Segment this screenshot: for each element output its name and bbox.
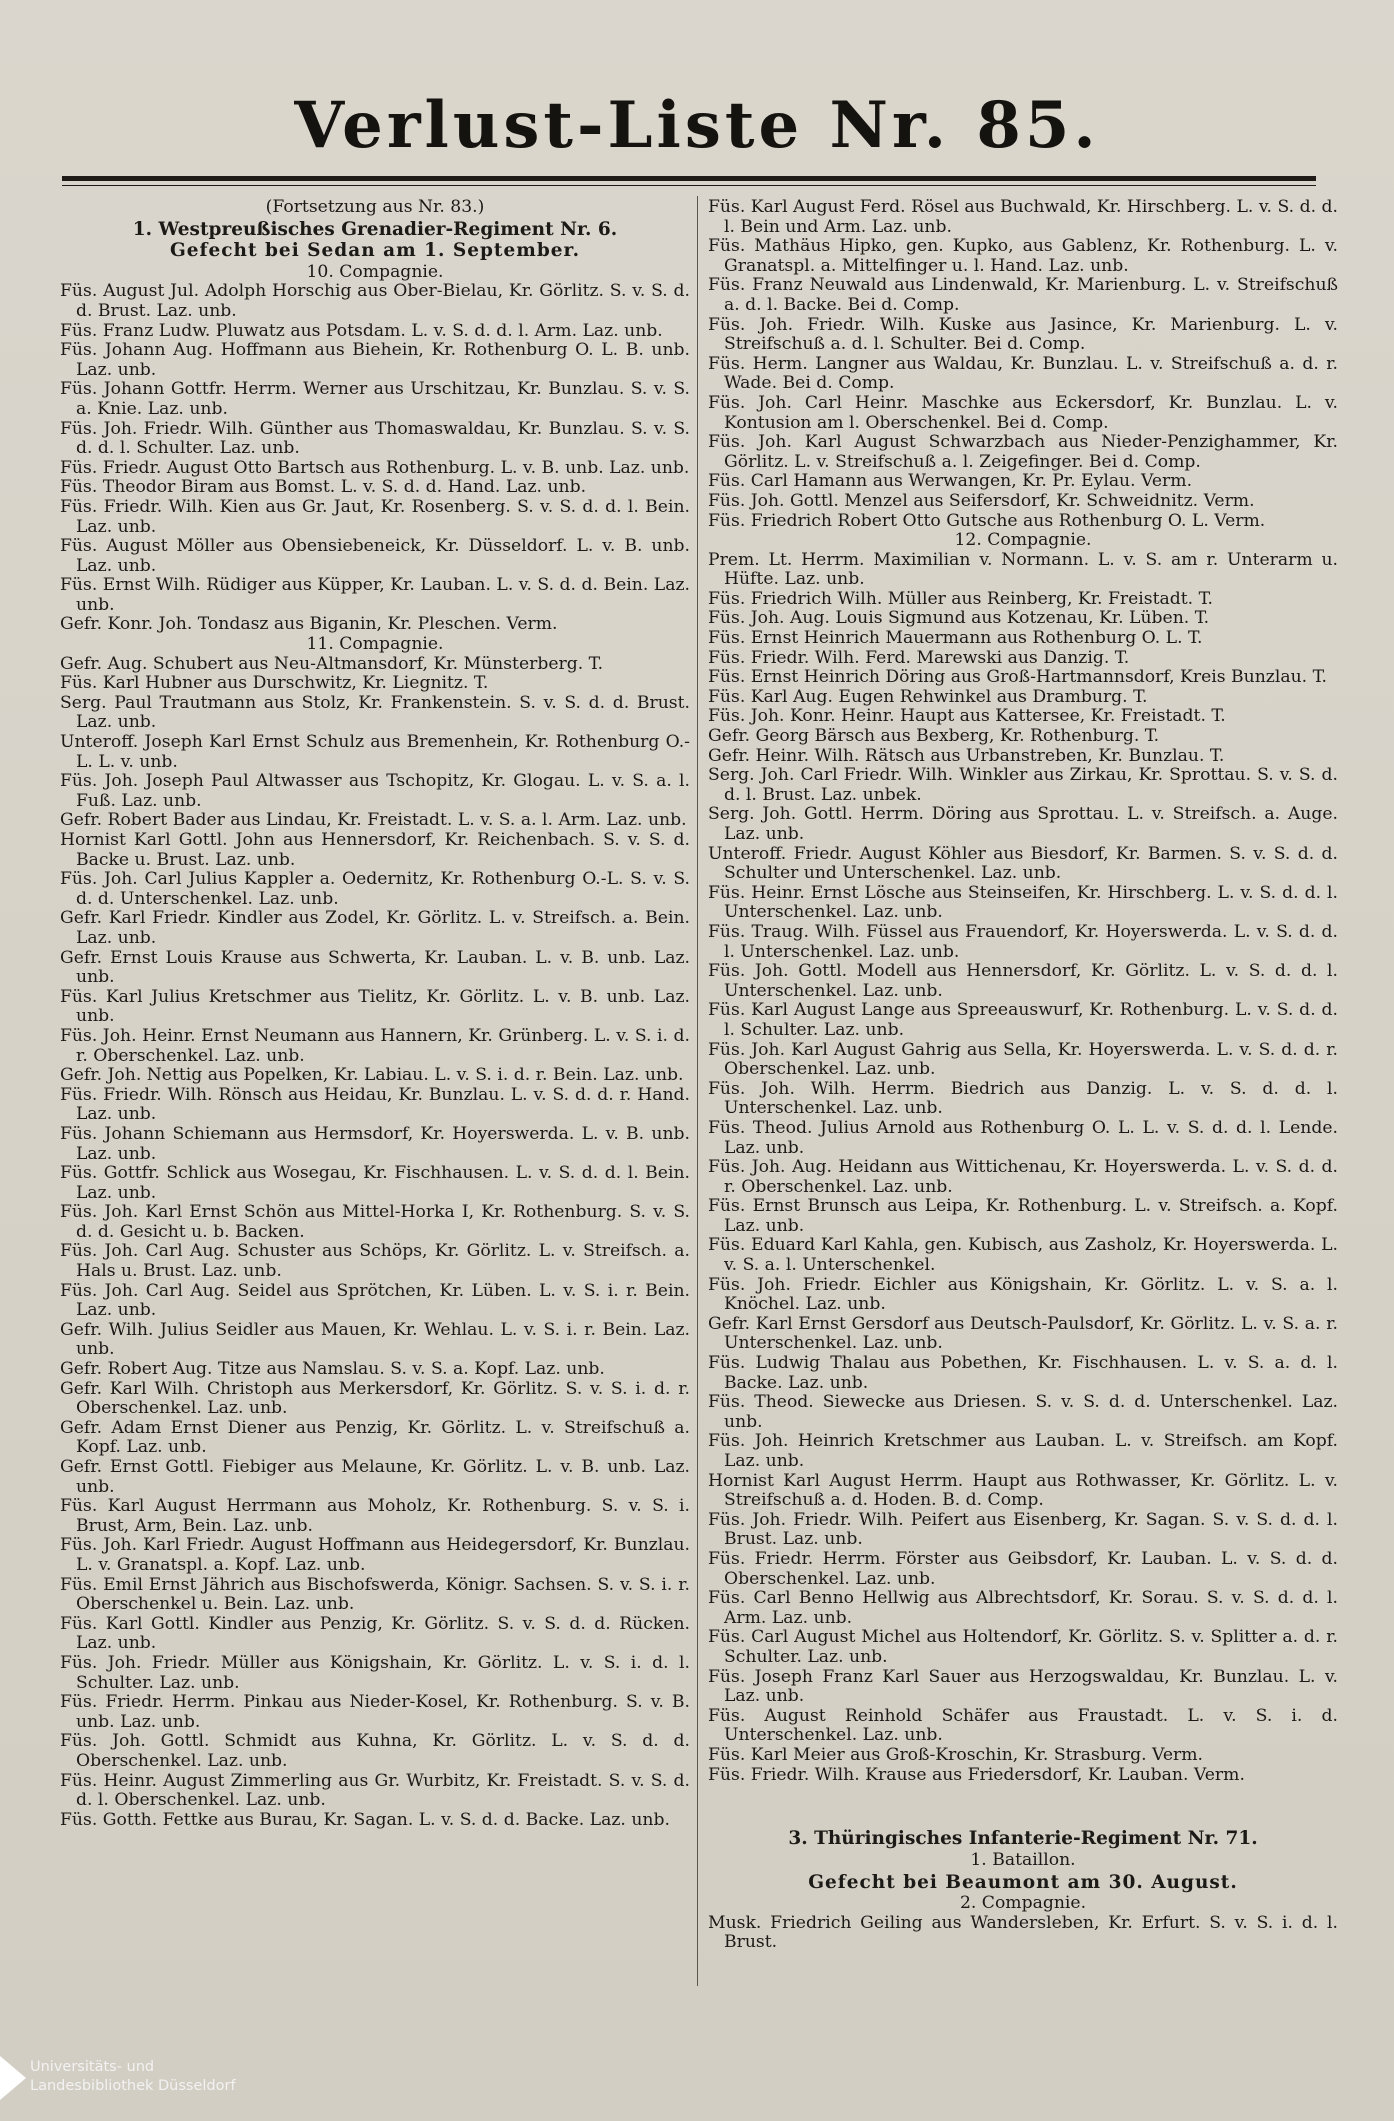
library-logo-line2: Landesbibliothek Düsseldorf xyxy=(30,2078,236,2094)
casualty-entry: Füs. Joh. Joseph Paul Altwasser aus Tschopitz, Kr. Glogau. L. v. S. a. l. Fuß. Laz. unb. xyxy=(60,771,690,811)
section-label: 11. Compagnie. xyxy=(306,634,444,655)
title-rule-thick xyxy=(62,176,1316,181)
section-label: 12. Compagnie. xyxy=(954,530,1092,551)
casualty-entry: Füs. Joh. Wilh. Herrm. Biedrich aus Danzig. L. v. S. d. d. l. Unterschenkel. Laz. unb. xyxy=(708,1078,1338,1119)
casualty-entry: Füs. Johann Schiemann aus Hermsdorf, Kr. Hoyerswerda. L. v. B. unb. Laz. unb. xyxy=(60,1123,690,1164)
casualty-entry: Füs. Karl Hubner aus Durschwitz, Kr. Liegnitz. T. xyxy=(60,673,489,694)
casualty-entry: Füs. Karl August Lange aus Spreeauswurf, Kr. Rothenburg. L. v. S. d. d. l. Schulter. Laz. unb. xyxy=(708,1000,1338,1040)
casualty-entry: Füs. Joh. Karl Ernst Schön aus Mittel-Horka I, Kr. Rothenburg. S. v. S. d. d. Gesicht u. b. Backen. xyxy=(60,1202,690,1242)
casualty-entry: Füs. Ernst Heinrich Mauermann aus Rothenburg O. L. T. xyxy=(708,628,1203,649)
casualty-entry: Gefr. Ernst Gottl. Fiebiger aus Melaune, Kr. Görlitz. L. v. B. unb. Laz. unb. xyxy=(60,1457,690,1497)
casualty-entry: Gefr. Aug. Schubert aus Neu-Altmansdorf, Kr. Münsterberg. T. xyxy=(60,653,604,674)
casualty-entry: Füs. Franz Ludw. Pluwatz aus Potsdam. L. v. S. d. d. l. Arm. Laz. unb. xyxy=(60,320,663,341)
casualty-entry: Füs. Emil Ernst Jährich aus Bischofswerda, Königr. Sachsen. S. v. S. i. r. Oberschenkel u. Bein. Laz. unb. xyxy=(60,1574,690,1615)
casualty-entry: Musk. Friedrich Geiling aus Wandersleben, Kr. Erfurt. S. v. S. i. d. l. Brust. xyxy=(708,1912,1338,1953)
title-rule-thin xyxy=(62,185,1316,186)
page-title: Verlust-Liste Nr. 85. xyxy=(294,88,1100,163)
casualty-entry: Füs. Joh. Carl Aug. Schuster aus Schöps, Kr. Görlitz. L. v. Streifsch. a. Hals u. Brust. Laz. unb. xyxy=(60,1241,690,1282)
casualty-entry: Füs. Friedr. Wilh. Kien aus Gr. Jaut, Kr. Rosenberg. S. v. S. d. d. l. Bein. Laz. unb. xyxy=(60,496,690,537)
casualty-entry: Füs. Eduard Karl Kahla, gen. Kubisch, aus Zasholz, Kr. Hoyerswerda. L. v. S. a. l. Unterschenkel. xyxy=(708,1235,1338,1276)
casualty-entry: Füs. Joh. Friedr. Wilh. Günther aus Thomaswaldau, Kr. Bunzlau. S. v. S. d. d. l. Schulter. Laz. unb. xyxy=(60,418,690,459)
casualty-entry: Füs. Mathäus Hipko, gen. Kupko, aus Gablenz, Kr. Rothenburg. L. v. Granatspl. a. Mittelfinger u. l. Hand. Laz. unb. xyxy=(708,236,1338,276)
regiment-heading: 3. Thüringisches Infanterie-Regiment Nr. 71. xyxy=(788,1828,1258,1850)
casualty-entry: Serg. Paul Trautmann aus Stolz, Kr. Frankenstein. S. v. S. d. d. Brust. Laz. unb. xyxy=(60,692,690,733)
casualty-entry: Gefr. Georg Bärsch aus Bexberg, Kr. Rothenburg. T. xyxy=(708,726,1160,747)
casualty-entry: Gefr. Adam Ernst Diener aus Penzig, Kr. Görlitz. L. v. Streifschuß a. Kopf. Laz. unb. xyxy=(60,1417,690,1458)
section-label: (Fortsetzung aus Nr. 83.) xyxy=(265,197,485,217)
casualty-entry: Füs. Joh. Aug. Louis Sigmund aus Kotzenau, Kr. Lüben. T. xyxy=(708,608,1210,629)
battle-heading: Gefecht bei Beaumont am 30. August. xyxy=(808,1871,1238,1893)
casualty-entry: Füs. Friedr. Wilh. Krause aus Friedersdorf, Kr. Lauban. Verm. xyxy=(708,1764,1245,1785)
library-logo-line1: Universitäts- und xyxy=(30,2059,155,2075)
casualty-entry: Füs. Joh. Gottl. Menzel aus Seifersdorf, Kr. Schweidnitz. Verm. xyxy=(708,490,1255,511)
casualty-entry: Füs. Ernst Wilh. Rüdiger aus Küpper, Kr. Lauban. L. v. S. d. d. Bein. Laz. unb. xyxy=(60,575,690,615)
casualty-entry: Hornist Karl August Herrm. Haupt aus Rothwasser, Kr. Görlitz. L. v. Streifschuß a. d. Hoden. B. d. Comp. xyxy=(708,1470,1338,1511)
right-column xyxy=(708,198,1338,1953)
casualty-entry: Füs. Friedr. Wilh. Ferd. Marewski aus Danzig. T. xyxy=(708,647,1130,668)
casualty-entry: Gefr. Robert Bader aus Lindau, Kr. Freistadt. L. v. S. a. l. Arm. Laz. unb. xyxy=(60,810,687,831)
casualty-entry: Füs. Joh. Carl Julius Kappler a. Oedernitz, Kr. Rothenburg O.-L. S. v. S. d. d. Unterschenkel. Laz. unb. xyxy=(60,869,690,909)
casualty-entry: Serg. Joh. Gottl. Herrm. Döring aus Sprottau. L. v. Streifsch. a. Auge. Laz. unb. xyxy=(708,804,1338,844)
casualty-entry: Füs. Johann Aug. Hoffmann aus Biehein, Kr. Rothenburg O. L. B. unb. Laz. unb. xyxy=(60,340,690,380)
library-logo-icon xyxy=(0,2056,26,2100)
casualty-entry: Füs. Gottfr. Schlick aus Wosegau, Kr. Fischhausen. L. v. S. d. d. l. Bein. Laz. unb. xyxy=(60,1163,690,1203)
left-column xyxy=(60,198,690,1830)
casualty-entry: Prem. Lt. Herrm. Maximilian v. Normann. L. v. S. am r. Unterarm u. Hüfte. Laz. unb. xyxy=(708,549,1338,590)
casualty-entry: Füs. Herm. Langner aus Waldau, Kr. Bunzlau. L. v. Streifschuß a. d. r. Wade. Bei d. Comp. xyxy=(708,353,1338,394)
section-label: 1. Bataillon. xyxy=(970,1850,1076,1871)
casualty-entry: Füs. Theodor Biram aus Bomst. L. v. S. d. d. Hand. Laz. unb. xyxy=(60,477,587,498)
casualty-entry: Füs. Friedr. Wilh. Rönsch aus Heidau, Kr. Bunzlau. L. v. S. d. d. r. Hand. Laz. unb. xyxy=(60,1084,690,1125)
casualty-entry: Füs. Joh. Carl Aug. Seidel aus Sprötchen, Kr. Lüben. L. v. S. i. r. Bein. Laz. unb. xyxy=(60,1280,690,1321)
casualty-entry: Füs. Joh. Aug. Heidann aus Wittichenau, Kr. Hoyerswerda. L. v. S. d. d. r. Oberschenkel. Laz. unb. xyxy=(708,1157,1338,1197)
casualty-entry: Gefr. Karl Ernst Gersdorf aus Deutsch-Paulsdorf, Kr. Görlitz. L. v. S. a. r. Unterschenkel. Laz. unb. xyxy=(708,1313,1338,1354)
casualty-entry: Füs. Ernst Brunsch aus Leipa, Kr. Rothenburg. L. v. Streifsch. a. Kopf. Laz. unb. xyxy=(708,1196,1338,1236)
casualty-entry: Füs. August Reinhold Schäfer aus Fraustadt. L. v. S. i. d. Unterschenkel. Laz. unb. xyxy=(708,1705,1338,1746)
casualty-entry: Füs. Joh. Karl August Schwarzbach aus Nieder-Penzighammer, Kr. Görlitz. L. v. Streifschuß a. l. Zeigefinger. Bei d. Comp. xyxy=(708,432,1338,472)
casualty-entry: Füs. Joh. Gottl. Modell aus Hennersdorf, Kr. Görlitz. L. v. S. d. d. l. Unterschenkel. Laz. unb. xyxy=(708,961,1338,1001)
casualty-entry: Füs. August Möller aus Obensiebeneick, Kr. Düsseldorf. L. v. B. unb. Laz. unb. xyxy=(60,536,690,576)
casualty-entry: Füs. Karl August Herrmann aus Moholz, Kr. Rothenburg. S. v. S. i. Brust, Arm, Bein. Laz. unb. xyxy=(60,1496,690,1536)
casualty-entry: Füs. Heinr. Ernst Lösche aus Steinseifen, Kr. Hirschberg. L. v. S. d. d. l. Unterschenkel. Laz. unb. xyxy=(708,882,1338,923)
casualty-entry: Füs. Franz Neuwald aus Lindenwald, Kr. Marienburg. L. v. Streifschuß a. d. l. Backe. Bei d. Comp. xyxy=(708,275,1338,315)
casualty-entry: Füs. Carl Hamann aus Werwangen, Kr. Pr. Eylau. Verm. xyxy=(708,471,1193,492)
casualty-entry: Füs. Joh. Karl August Gahrig aus Sella, Kr. Hoyerswerda. L. v. S. d. d. r. Oberschenkel. Laz. unb. xyxy=(708,1039,1338,1080)
casualty-entry: Füs. Traug. Wilh. Füssel aus Frauendorf, Kr. Hoyerswerda. L. v. S. d. d. l. Unterschenkel. Laz. unb. xyxy=(708,921,1338,962)
casualty-entry: Gefr. Konr. Joh. Tondasz aus Biganin, Kr. Pleschen. Verm. xyxy=(60,614,558,635)
battle-heading: Gefecht bei Sedan am 1. September. xyxy=(169,240,581,262)
casualty-entry: Füs. August Jul. Adolph Horschig aus Ober-Bielau, Kr. Görlitz. S. v. S. d. d. Brust. Laz. unb. xyxy=(60,281,690,321)
casualty-entry: Füs. Joh. Konr. Heinr. Haupt aus Kattersee, Kr. Freistadt. T. xyxy=(708,706,1226,727)
casualty-entry: Hornist Karl Gottl. John aus Hennersdorf, Kr. Reichenbach. S. v. S. d. Backe u. Brust. Laz. unb. xyxy=(60,830,690,870)
casualty-entry: Gefr. Robert Aug. Titze aus Namslau. S. v. S. a. Kopf. Laz. unb. xyxy=(60,1359,605,1380)
casualty-entry: Serg. Joh. Carl Friedr. Wilh. Winkler aus Zirkau, Kr. Sprottau. S. v. S. d. d. l. Brust. Laz. unbek. xyxy=(708,765,1338,805)
section-gap xyxy=(708,1802,1338,1812)
casualty-entry: Füs. Friedr. Herrm. Förster aus Geibsdorf, Kr. Lauban. L. v. S. d. d. Oberschenkel. Laz. unb. xyxy=(708,1548,1338,1589)
casualty-entry: Gefr. Ernst Louis Krause aus Schwerta, Kr. Lauban. L. v. B. unb. Laz. unb. xyxy=(60,947,690,988)
casualty-entry: Gefr. Karl Friedr. Kindler aus Zodel, Kr. Görlitz. L. v. Streifsch. a. Bein. Laz. unb. xyxy=(60,908,690,948)
casualty-entry: Füs. Carl Benno Hellwig aus Albrechtsdorf, Kr. Sorau. S. v. S. d. d. l. Arm. Laz. unb. xyxy=(708,1588,1338,1628)
section-label: 10. Compagnie. xyxy=(306,261,444,282)
casualty-entry: Füs. Friedr. August Otto Bartsch aus Rothenburg. L. v. B. unb. Laz. unb. xyxy=(60,457,690,478)
casualty-entry: Füs. Joh. Carl Heinr. Maschke aus Eckersdorf, Kr. Bunzlau. L. v. Kontusion am l. Oberschenkel. Bei d. Comp. xyxy=(708,392,1338,433)
casualty-entry: Füs. Joh. Friedr. Müller aus Königshain, Kr. Görlitz. L. v. S. i. d. l. Schulter. Laz. unb. xyxy=(60,1652,690,1693)
casualty-entry: Füs. Friedr. Herrm. Pinkau aus Nieder-Kosel, Kr. Rothenburg. S. v. B. unb. Laz. unb. xyxy=(60,1692,690,1732)
casualty-entry: Füs. Joh. Friedr. Eichler aus Königshain, Kr. Görlitz. L. v. S. a. l. Knöchel. Laz. unb. xyxy=(708,1274,1338,1315)
casualty-entry: Füs. Theod. Julius Arnold aus Rothenburg O. L. L. v. S. d. d. l. Lende. Laz. unb. xyxy=(708,1117,1338,1158)
casualty-entry: Füs. Joh. Heinr. Ernst Neumann aus Hannern, Kr. Grünberg. L. v. S. i. d. r. Oberschenkel. Laz. unb. xyxy=(60,1025,690,1066)
casualty-entry: Füs. Joh. Friedr. Wilh. Kuske aus Jasince, Kr. Marienburg. L. v. Streifschuß a. d. l. Schulter. Bei d. Comp. xyxy=(708,314,1338,355)
casualty-entry: Füs. Theod. Siewecke aus Driesen. S. v. S. d. d. Unterschenkel. Laz. unb. xyxy=(708,1392,1338,1432)
casualty-entry: Gefr. Heinr. Wilh. Rätsch aus Urbanstreben, Kr. Bunzlau. T. xyxy=(708,745,1225,766)
casualty-entry: Unteroff. Joseph Karl Ernst Schulz aus Bremenhein, Kr. Rothenburg O.-L. L. v. unb. xyxy=(60,732,690,772)
casualty-entry: Füs. Joseph Franz Karl Sauer aus Herzogswaldau, Kr. Bunzlau. L. v. Laz. unb. xyxy=(708,1666,1338,1707)
casualty-entry: Füs. Heinr. August Zimmerling aus Gr. Wurbitz, Kr. Freistadt. S. v. S. d. d. l. Oberschenkel. Laz. unb. xyxy=(60,1770,690,1811)
casualty-entry: Füs. Karl Meier aus Groß-Kroschin, Kr. Strasburg. Verm. xyxy=(708,1744,1203,1765)
casualty-entry: Füs. Friedrich Robert Otto Gutsche aus Rothenburg O. L. Verm. xyxy=(708,510,1266,531)
casualty-entry: Füs. Joh. Karl Friedr. August Hoffmann aus Heidegersdorf, Kr. Bunzlau. L. v. Granatspl. a. Kopf. Laz. unb. xyxy=(60,1535,690,1575)
casualty-entry: Füs. Johann Gottfr. Herrm. Werner aus Urschitzau, Kr. Bunzlau. S. v. S. a. Knie. Laz. unb. xyxy=(60,379,690,419)
regiment-heading: 1. Westpreußisches Grenadier-Regiment Nr. 6. xyxy=(132,218,618,240)
library-logo xyxy=(0,2050,260,2106)
casualty-entry: Gefr. Joh. Nettig aus Popelken, Kr. Labiau. L. v. S. i. d. r. Bein. Laz. unb. xyxy=(60,1065,684,1086)
column-separator xyxy=(697,196,698,1986)
casualty-entry: Gefr. Karl Wilh. Christoph aus Merkersdorf, Kr. Görlitz. S. v. S. i. d. r. Oberschenkel. Laz. unb. xyxy=(60,1378,690,1419)
casualty-entry: Füs. Karl August Ferd. Rösel aus Buchwald, Kr. Hirschberg. L. v. S. d. d. l. Bein und Arm. Laz. unb. xyxy=(708,197,1338,237)
casualty-entry: Füs. Ludwig Thalau aus Pobethen, Kr. Fischhausen. L. v. S. a. d. l. Backe. Laz. unb. xyxy=(708,1353,1338,1393)
casualty-entry: Füs. Joh. Heinrich Kretschmer aus Lauban. L. v. Streifsch. am Kopf. Laz. unb. xyxy=(708,1431,1338,1471)
casualty-entry: Füs. Karl Gottl. Kindler aus Penzig, Kr. Görlitz. S. v. S. d. d. Rücken. Laz. unb. xyxy=(60,1613,690,1654)
casualty-entry: Füs. Joh. Friedr. Wilh. Peifert aus Eisenberg, Kr. Sagan. S. v. S. d. d. l. Brust. Laz. unb. xyxy=(708,1509,1338,1550)
casualty-entry: Füs. Joh. Gottl. Schmidt aus Kuhna, Kr. Görlitz. L. v. S. d. d. Oberschenkel. Laz. unb. xyxy=(60,1731,690,1771)
casualty-entry: Füs. Carl August Michel aus Holtendorf, Kr. Görlitz. S. v. Splitter a. d. r. Schulter. Laz. unb. xyxy=(708,1627,1338,1667)
casualty-entry: Gefr. Wilh. Julius Seidler aus Mauen, Kr. Wehlau. L. v. S. i. r. Bein. Laz. unb. xyxy=(60,1319,690,1360)
section-label: 2. Compagnie. xyxy=(959,1893,1087,1914)
casualty-entry: Füs. Gotth. Fettke aus Burau, Kr. Sagan. L. v. S. d. d. Backe. Laz. unb. xyxy=(60,1809,670,1830)
casualty-entry: Füs. Friedrich Wilh. Müller aus Reinberg, Kr. Freistadt. T. xyxy=(708,588,1214,609)
casualty-entry: Füs. Ernst Heinrich Döring aus Groß-Hartmannsdorf, Kreis Bunzlau. T. xyxy=(708,667,1327,688)
casualty-entry: Füs. Karl Aug. Eugen Rehwinkel aus Dramburg. T. xyxy=(708,686,1148,707)
casualty-entry: Unteroff. Friedr. August Köhler aus Biesdorf, Kr. Barmen. S. v. S. d. d. Schulter und Unterschenkel. Laz. unb. xyxy=(708,843,1338,884)
casualty-entry: Füs. Karl Julius Kretschmer aus Tielitz, Kr. Görlitz. L. v. B. unb. Laz. unb. xyxy=(60,986,690,1027)
